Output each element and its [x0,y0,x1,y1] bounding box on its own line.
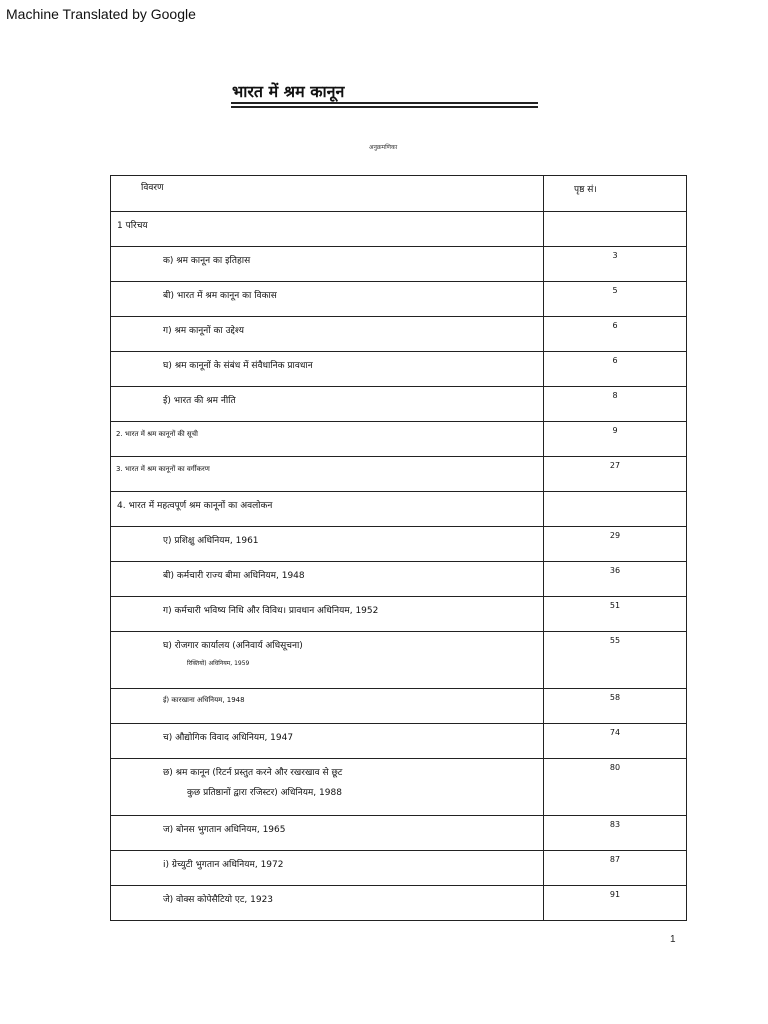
row-page: 36 [609,566,621,575]
row-page [544,492,686,496]
row-description: ई) भारत की श्रम नीति [163,396,236,406]
table-row [111,689,687,724]
row-description-continuation: कुछ प्रतिष्ठानों द्वारा रजिस्टर) अधिनियम, 1988 [187,788,342,798]
title-underline [231,102,538,108]
index-subtitle: अनुक्रमणिका [369,144,398,151]
row-description: घ) रोजगार कार्यालय (अनिवार्य अधिसूचना) [163,641,303,651]
row-page: 55 [609,636,621,645]
table-row [111,422,687,457]
row-page [544,212,686,216]
table-row [111,759,687,816]
row-description: क) श्रम कानून का इतिहास [163,256,251,266]
machine-translation-banner: Machine Translated by Google [6,6,196,22]
row-page: 6 [612,321,618,330]
table-row [111,492,687,527]
row-description: 2. भारत में श्रम कानूनों की सूची [116,430,198,438]
table-row [111,212,687,247]
row-page: 8 [612,391,618,400]
document-title: भारत में श्रम कानून [232,82,345,101]
table-of-contents [110,175,687,921]
row-page: 9 [612,426,618,435]
row-page: 5 [612,286,618,295]
table-row [111,282,687,317]
table-row [111,562,687,597]
table-row [111,724,687,759]
table-row [111,317,687,352]
table-row [111,387,687,422]
row-description-continuation: रिक्तियों) अधिनियम, 1959 [187,660,250,667]
row-description: घ) श्रम कानूनों के संबंध में संवैधानिक प्रावधान [163,361,313,371]
table-row [111,597,687,632]
row-page: 3 [612,251,618,260]
row-page: 91 [609,890,621,899]
row-description: ए) प्रशिक्षु अधिनियम, 1961 [163,536,259,546]
row-description: जे) वोक्स कोपेसैटियो एट, 1923 [163,895,274,905]
row-page: 6 [612,356,618,365]
table-row [111,886,687,921]
table-row [111,527,687,562]
table-row [111,851,687,886]
row-description: 4. भारत में महत्वपूर्ण श्रम कानूनों का अवलोकन [117,501,273,511]
row-description: बी) भारत में श्रम कानून का विकास [163,291,277,301]
row-page: 83 [609,820,621,829]
row-page: 87 [609,855,621,864]
row-description: 3. भारत में श्रम कानूनों का वर्गीकरण [116,465,210,473]
row-description: ग) कर्मचारी भविष्य निधि और विविध। प्रावधान अधिनियम, 1952 [163,606,379,616]
row-description: छ) श्रम कानून (रिटर्न प्रस्तुत करने और रखरखाव से छूट [163,768,343,778]
row-description: 1 परिचय [117,221,148,231]
table-header-row [111,176,687,212]
header-description-cell [111,176,544,212]
row-description: ग) श्रम कानूनों का उद्देश्य [163,326,244,336]
row-page: 74 [609,728,621,737]
page-number: 1 [670,934,676,945]
row-description: च) औद्योगिक विवाद अधिनियम, 1947 [163,733,294,743]
table-row [111,247,687,282]
row-page: 51 [609,601,621,610]
table-row [111,816,687,851]
row-page: 80 [609,763,621,772]
row-description: ई) कारखाना अधिनियम, 1948 [163,696,245,704]
row-page: 27 [609,461,621,470]
row-page: 58 [609,693,621,702]
row-page: 29 [609,531,621,540]
row-description: ज) बोनस भुगतान अधिनियम, 1965 [163,825,286,835]
header-page-label: पृष्ठ सं। [574,185,597,195]
row-description: i) ग्रेच्युटी भुगतान अधिनियम, 1972 [163,860,284,870]
header-page-cell [544,176,687,212]
row-description: बी) कर्मचारी राज्य बीमा अधिनियम, 1948 [163,571,305,581]
header-description-label: विवरण [141,183,164,193]
table-row [111,457,687,492]
table-row [111,352,687,387]
table-row [111,632,687,689]
